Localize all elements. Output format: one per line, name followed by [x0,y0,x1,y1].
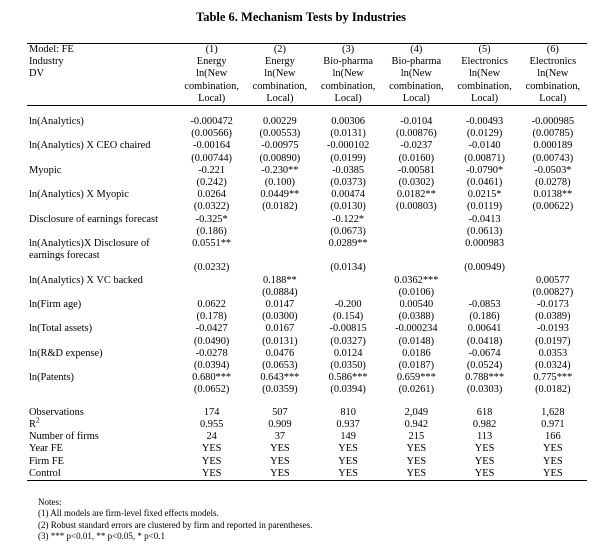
stat-cell: 174 [203,406,220,418]
table-row [27,214,587,226]
stat-cell: 618 [476,406,493,418]
coef-cell: 0.00229 [262,116,297,128]
row-label [27,201,178,213]
coef-cell: 0.000983 [465,238,505,250]
coef-cell: -0.122* [332,213,365,225]
coef-cell: -0.000985 [531,116,575,128]
stat-cell: YES [406,455,427,467]
coef-cell: 0.0449** [260,189,300,201]
coef-cell: (0.0129) [466,128,503,140]
column-number: (1) [178,44,246,57]
column-industry: Electronics [529,56,577,68]
coef-cell [246,214,314,226]
coef-cell: 0.00577 [535,274,570,286]
stat-cell: YES [178,468,246,481]
coef-cell: (0.0418) [466,335,503,347]
coef-cell [519,238,587,262]
coef-cell: (0.0359) [262,384,298,396]
coef-cell: 0.0147 [265,299,295,311]
row-label [27,336,178,348]
row-label: ln(Patents) [29,372,75,384]
stats-row [27,431,587,443]
stat-label-text: Control [29,467,61,479]
coef-cell: (0.0131) [262,335,298,347]
coef-cell: (0.242) [196,177,227,189]
coef-cell: (0.0653) [262,360,298,372]
column-dv: ln(New [332,68,364,80]
table-row [27,201,587,213]
row-label: ln(Analytics) X Myopic [29,189,129,201]
coef-cell: 0.0551** [192,238,232,250]
coef-cell: (0.0148) [398,335,435,347]
stat-label [27,431,178,443]
column-industry: Energy [264,56,295,68]
coef-cell: 0.586*** [328,372,368,384]
stat-cell: YES [270,443,290,455]
coef-cell: 0.0182** [396,189,436,201]
coef-cell: -0.0193 [536,323,569,335]
column-dv: ln(New [537,68,569,80]
stat-cell: 0.982 [472,418,497,430]
row-label [27,262,178,274]
table-row [27,116,587,128]
dv-label-spacer [27,81,178,93]
coef-cell: 0.0186 [402,347,431,359]
coef-cell: 0.680*** [192,372,232,384]
coef-cell: (0.0324) [535,360,571,372]
column-dv: ln(New [400,68,432,80]
coef-cell [519,214,587,226]
coef-cell: (0.00803) [396,201,437,213]
column-industry: Energy [196,56,227,68]
stat-cell: YES [450,468,518,481]
coef-cell: -0.0413 [468,213,501,225]
coef-cell: -0.0140 [468,140,501,152]
column-industry: Electronics [461,56,508,68]
coef-cell [450,287,518,299]
table-row [27,165,587,177]
row-label: ln(Analytics) [29,116,84,128]
column-number: (4) [382,44,450,57]
dv-label-spacer [27,93,178,106]
coef-cell: (0.0197) [535,335,571,347]
coef-cell: 0.643*** [260,372,300,384]
coef-cell: (0.0134) [330,262,366,274]
coef-cell: -0.0278 [195,347,228,359]
coef-cell: (0.154) [332,311,364,323]
stat-cell: 0.942 [404,418,429,430]
table-row [27,238,587,262]
coef-cell: 0.0362*** [394,274,439,286]
coef-cell: -0.0674 [468,347,501,359]
column-dv: Local) [382,93,450,106]
coef-cell: 0.0476 [265,347,295,359]
table-row [27,323,587,335]
coef-cell: (0.0278) [535,177,571,189]
coef-cell: -0.000102 [326,140,370,152]
column-dv: combination, [525,80,581,92]
coef-cell: -0.230** [261,164,299,176]
note-line: (2) Robust standard errors are clustered by firm and reported in parentheses. [38,519,313,530]
coef-cell: 0.0124 [333,347,363,359]
column-dv: Local) [178,93,246,106]
column-dv: ln(New [469,68,501,80]
row-label: ln(R&D expense) [29,347,103,359]
coef-cell: (0.0613) [466,225,503,237]
coef-cell: -0.000472 [190,116,233,128]
coef-cell [382,226,450,238]
stat-cell: YES [338,455,358,467]
column-dv: combination, [389,80,444,92]
stat-label-text: Number of firms [29,431,99,443]
table-row [27,177,587,189]
coef-cell: -0.0237 [400,140,433,152]
coef-cell: (0.0199) [330,152,366,164]
coef-cell: (0.186) [196,225,227,237]
coef-cell: -0.0173 [536,299,569,311]
stat-cell: 149 [340,431,356,443]
stat-label [27,468,178,481]
stat-cell: YES [314,468,382,481]
coef-cell: 0.0215* [467,189,502,201]
table-row [27,384,587,396]
coef-cell: -0.00975 [261,140,299,152]
coef-cell: (0.0106) [398,286,435,298]
coef-cell: (0.0461) [466,177,503,189]
stat-cell: YES [382,468,450,481]
column-dv: combination, [457,80,512,92]
row-label [27,287,178,299]
coef-cell: (0.0187) [398,360,435,372]
note-line: (1) All models are firm-level fixed effects models. [38,508,219,519]
column-dv: combination, [320,80,376,92]
coef-cell: (0.00553) [259,128,301,140]
coef-cell: -0.221 [198,164,226,176]
row-label [27,311,178,323]
stat-cell: 0.955 [199,418,224,430]
coef-cell: (0.0394) [330,384,366,396]
row-label [27,226,178,238]
stat-cell: YES [270,455,290,467]
stat-cell: YES [201,443,222,455]
stat-cell: 166 [545,431,561,443]
row-label: Disclosure of earnings forecast [29,213,158,225]
stat-label-text: R [29,418,36,430]
coef-cell: -0.000234 [395,323,438,335]
coef-cell: (0.0322) [193,201,230,213]
row-label [27,177,178,189]
stat-cell: YES [338,443,358,455]
coef-cell: (0.0261) [398,384,435,396]
coef-cell [519,262,587,274]
stat-cell: YES [474,443,495,455]
stat-label-text: Year FE [29,443,63,455]
stat-cell: 2,049 [404,406,429,418]
coef-cell: (0.186) [469,311,500,323]
coef-cell: -0.0104 [400,116,433,128]
coef-cell: (0.0652) [193,384,230,396]
column-dv: Local) [450,93,518,106]
coef-cell: -0.0853 [468,299,501,311]
table-row [27,287,587,299]
coef-cell: 0.0264 [197,189,226,201]
coef-cell [246,238,314,262]
coef-cell: 0.775*** [533,372,573,384]
coef-cell: (0.0300) [262,311,298,323]
table-row [27,299,587,311]
stats-row [27,443,587,455]
coef-cell: 0.0138** [533,189,573,201]
coef-cell [314,287,382,299]
column-dv: ln(New [264,68,296,80]
stat-label-text: Observations [29,406,84,418]
table-row [27,140,587,152]
stats-row [27,456,587,468]
stat-cell: YES [474,455,495,467]
coef-cell: 0.0353 [538,347,568,359]
stat-label [27,456,178,468]
stats-row [27,407,587,419]
stat-cell: YES [519,468,587,481]
coef-cell: -0.00164 [193,140,231,152]
stat-cell: 113 [476,431,493,443]
table-row [27,336,587,348]
table-row [27,128,587,140]
coef-cell: (0.0232) [193,262,230,274]
coef-cell [382,238,450,262]
coef-cell: (0.00785) [532,128,574,140]
coef-cell: (0.0119) [467,201,503,213]
row-label [27,360,178,372]
coef-cell: 0.00641 [467,323,502,335]
coef-cell: (0.00566) [191,128,232,140]
stat-label-sup: 2 [35,416,40,425]
row-label [27,153,178,165]
row-label: ln(Analytics) X CEO chaired [29,140,151,152]
note-line: (3) *** p<0.01, ** p<0.05, * p<0.1 [38,531,165,542]
coef-cell: (0.0327) [330,335,366,347]
coef-cell [382,214,450,226]
coef-cell: (0.0350) [330,360,366,372]
coef-cell: 0.659*** [396,372,436,384]
table-row [27,262,587,274]
coef-cell: (0.00744) [191,152,232,164]
coef-cell: (0.00743) [532,152,574,164]
stat-cell: YES [201,455,222,467]
row-label: ln(Total assets) [29,323,93,335]
stat-label-text: Firm FE [29,455,64,467]
industry-label: Industry [29,56,64,68]
coef-cell: (0.0490) [193,335,230,347]
coef-cell: 0.00474 [331,189,365,201]
coef-cell [246,226,314,238]
coef-cell: -0.325* [195,213,228,225]
coef-cell: 0.788*** [465,372,505,384]
coef-cell [382,262,450,274]
column-number: (2) [246,44,314,57]
table-row [27,372,587,384]
coef-cell: 0.0167 [265,323,295,335]
table-row [27,189,587,201]
coef-cell: (0.0524) [466,360,503,372]
coef-cell: (0.0182) [535,384,571,396]
coef-cell: (0.0160) [398,152,435,164]
row-label: Myopic [29,164,62,176]
stat-cell: YES [246,468,314,481]
column-dv: Local) [246,93,314,106]
stats-row [27,468,587,481]
coef-cell: -0.0385 [332,164,365,176]
coef-cell [314,275,382,287]
coef-cell [450,275,518,287]
stat-cell: 0.937 [336,418,360,430]
table-title: Table 6. Mechanism Tests by Industries [196,10,406,24]
stat-cell: YES [543,455,563,467]
stat-cell: 37 [274,431,286,443]
stat-cell: 507 [272,406,288,418]
column-dv: Local) [519,93,587,106]
coef-cell: (0.0389) [535,311,571,323]
stat-cell: 0.909 [268,418,292,430]
column-dv: combination, [184,80,239,92]
stats-row [27,419,587,431]
column-number: (6) [519,44,587,57]
column-dv: combination, [252,80,308,92]
coef-cell: 0.000189 [533,140,573,152]
dv-label: DV [29,68,45,80]
coef-cell: 0.00540 [399,299,434,311]
coef-cell: (0.0394) [193,360,230,372]
stat-cell: 24 [206,431,217,443]
notes-heading: Notes: [38,497,62,507]
stat-cell: YES [406,443,427,455]
table-row [27,311,587,323]
coef-cell: (0.0131) [330,128,366,140]
table-row [27,360,587,372]
coef-cell: (0.00871) [464,152,505,164]
table-notes [38,497,312,543]
coef-cell: -0.00815 [329,323,367,335]
coef-cell: -0.00581 [397,164,435,176]
stat-label [27,407,178,419]
coef-cell: (0.00827) [532,286,574,298]
coef-cell: (0.0673) [330,225,366,237]
coef-cell: 0.00306 [331,116,365,128]
coef-cell: -0.0503* [534,164,572,176]
stat-label [27,416,178,431]
row-label [27,128,178,140]
row-label [27,384,178,396]
coef-cell: 0.0622 [197,299,226,311]
coef-cell: (0.0303) [466,384,503,396]
coef-cell: (0.00876) [396,128,437,140]
regression-table [27,43,587,481]
coef-cell: -0.0427 [195,323,228,335]
row-label: ln(Analytics) X VC backed [29,274,143,286]
coef-cell: -0.00493 [465,116,504,128]
row-label: ln(Firm age) [29,299,82,311]
column-number: (3) [314,44,382,57]
stat-cell: 1,628 [541,406,565,418]
coef-cell: (0.0182) [262,201,298,213]
stat-label [27,443,178,455]
coef-cell: (0.00622) [532,201,574,213]
coef-cell: 0.188** [262,274,297,286]
coef-cell: (0.00890) [259,152,301,164]
coef-cell [178,287,246,299]
stat-cell: 0.971 [541,418,565,430]
coef-cell [519,226,587,238]
table-row [27,153,587,165]
coef-cell: (0.100) [264,177,296,189]
column-dv: ln(New [196,68,228,80]
column-industry: Bio-pharma [323,56,373,68]
column-industry: Bio-pharma [391,56,442,68]
coef-cell: -0.0790* [465,164,504,176]
coef-cell: (0.0373) [330,177,366,189]
coef-cell [246,262,314,274]
coef-cell [178,275,246,287]
model-label: Model: FE [27,44,178,57]
stat-cell: 215 [408,431,425,443]
coef-cell: -0.200 [334,299,362,311]
coef-cell: (0.00949) [464,262,505,274]
column-number: (5) [450,44,518,57]
coef-cell: (0.0388) [398,311,435,323]
table-row [27,226,587,238]
stat-cell: 810 [340,406,356,418]
coef-cell: (0.178) [196,311,227,323]
table-row [27,348,587,360]
table-row [27,275,587,287]
coef-cell: (0.0302) [398,177,435,189]
coef-cell: (0.0884) [262,286,298,298]
stat-cell: YES [543,443,563,455]
row-label: ln(Analytics)X Disclosure of earnings forecast [29,238,150,262]
coef-cell: 0.0289** [328,238,368,250]
column-dv: Local) [314,93,382,106]
coef-cell: (0.0130) [330,201,366,213]
